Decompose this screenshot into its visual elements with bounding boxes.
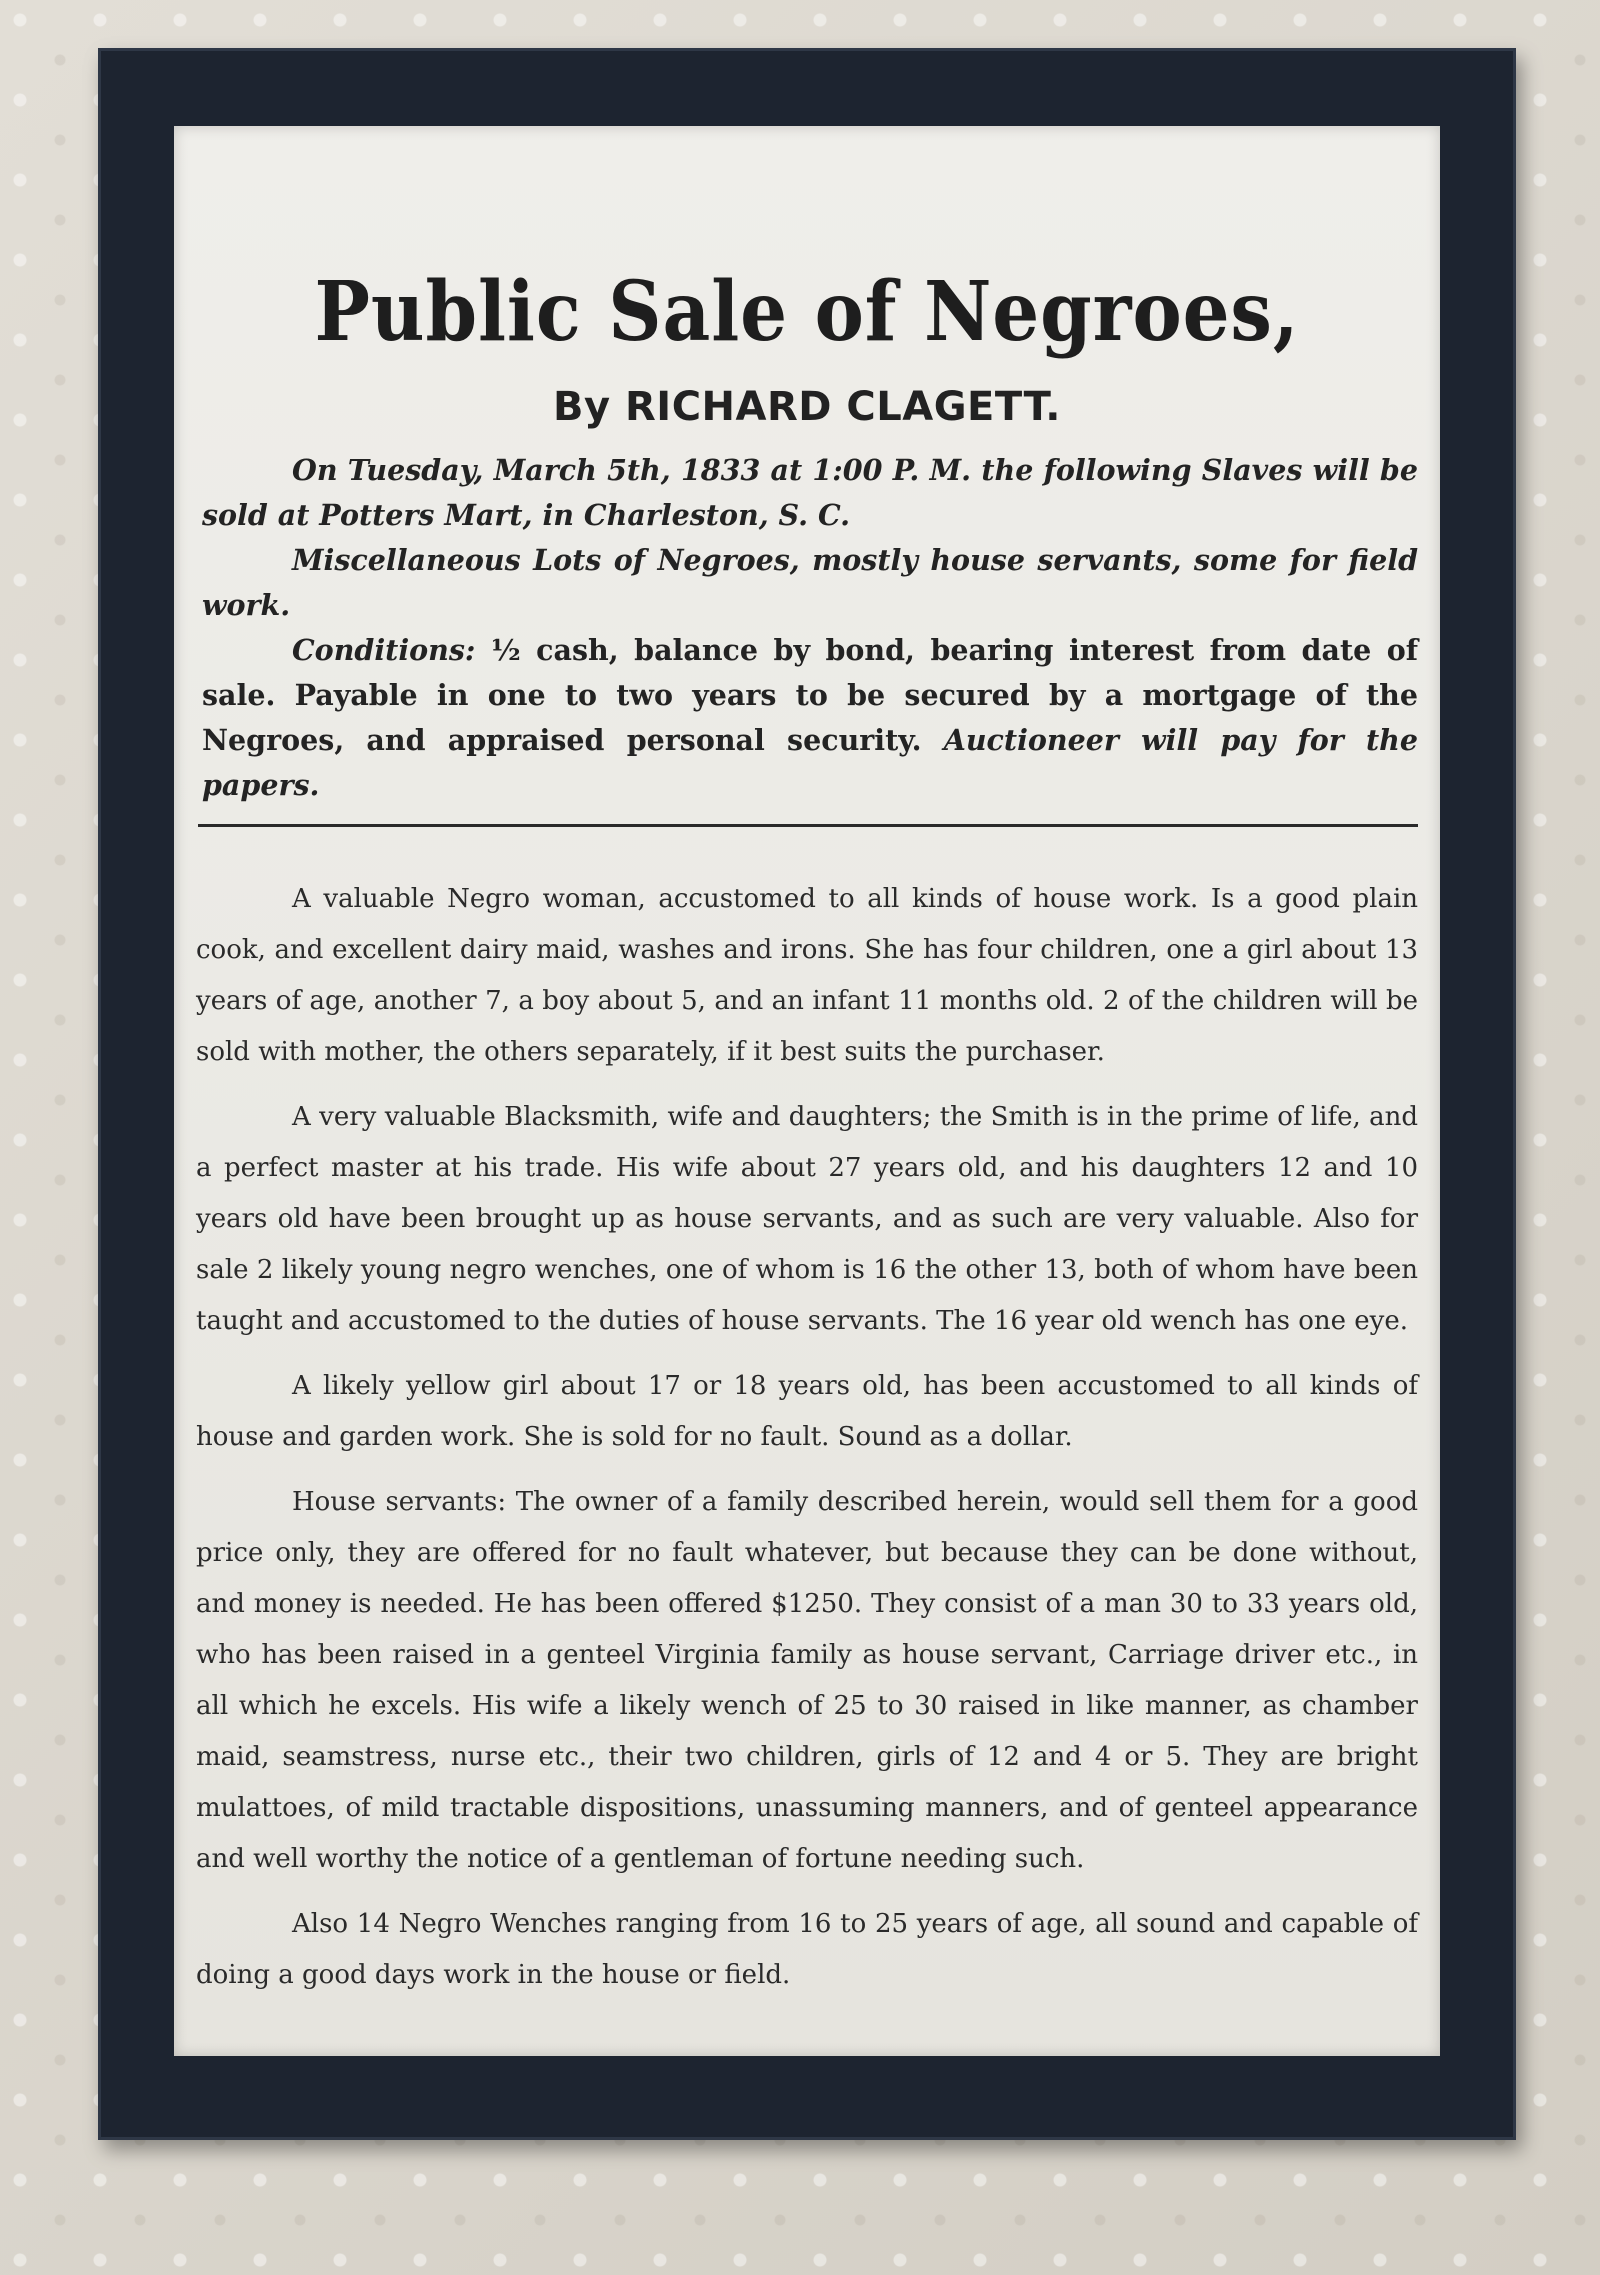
lot-paragraph: A valuable Negro woman, accustomed to all kinds of house work. Is a good plain cook, and excellent dairy maid, washes and irons. She has four children, one a girl about 13 years of age, another 7, a boy about 5, and an infant 11 months old. 2 of the children will be sold with mother, the others separately, if it best suits the purchaser. xyxy=(196,884,1418,1067)
conditions-text: ½ cash, balance by bond, bearing interest from date of sale. Payable in one to two years to be secured by a mortgage of the Negroes, and appraised personal security. xyxy=(202,633,1418,757)
sale-details xyxy=(202,448,1418,808)
picture-frame xyxy=(98,48,1516,2140)
poster-body xyxy=(196,874,1418,2015)
conditions-tail: Auctioneer will pay for the papers. xyxy=(202,723,1418,802)
sale-lots-description: Miscellaneous Lots of Negroes, mostly house servants, some for field work. xyxy=(202,543,1418,622)
conditions-label: Conditions: xyxy=(292,633,476,667)
lot-paragraph: A likely yellow girl about 17 or 18 years old, has been accustomed to all kinds of house and garden work. She is sold for no fault. Sound as a dollar. xyxy=(196,1371,1418,1452)
poster-byline: By RICHARD CLAGETT. xyxy=(553,384,1061,430)
sale-conditions xyxy=(202,628,1418,808)
horizontal-rule xyxy=(198,824,1418,827)
lot-paragraph: House servants: The owner of a family described herein, would sell them for a good price only, they are offered for no fault whatever, but because they can be done without, and money is needed. He has been offered $1250. They consist of a man 30 to 33 years old, who has been raised in a genteel Virginia family as house servant, Carriage driver etc., in all which he excels. His wife a likely wench of 25 to 30 raised in like manner, as chamber maid, seamstress, nurse etc., their two children, girls of 12 and 4 or 5. They are bright mulattoes, of mild tractable dispositions, unassuming manners, and of genteel appearance and well worthy the notice of a gentleman of fortune needing such. xyxy=(196,1487,1418,1874)
sale-date-location: On Tuesday, March 5th, 1833 at 1:00 P. M. the following Slaves will be sold at Potters Mart, in Charleston, S. C. xyxy=(202,453,1418,532)
poster-paper xyxy=(174,126,1440,2056)
lot-paragraph: A very valuable Blacksmith, wife and daughters; the Smith is in the prime of life, and a perfect master at his trade. His wife about 27 years old, and his daughters 12 and 10 years old have been brought up as house servants, and as such are very valuable. Also for sale 2 likely young negro wenches, one of whom is 16 the other 13, both of whom have been taught and accustomed to the duties of house servants. The 16 year old wench has one eye. xyxy=(196,1102,1418,1336)
lot-paragraph: Also 14 Negro Wenches ranging from 16 to 25 years of age, all sound and capable of doing a good days work in the house or field. xyxy=(196,1909,1418,1990)
poster-title: Public Sale of Negroes, xyxy=(314,264,1300,360)
